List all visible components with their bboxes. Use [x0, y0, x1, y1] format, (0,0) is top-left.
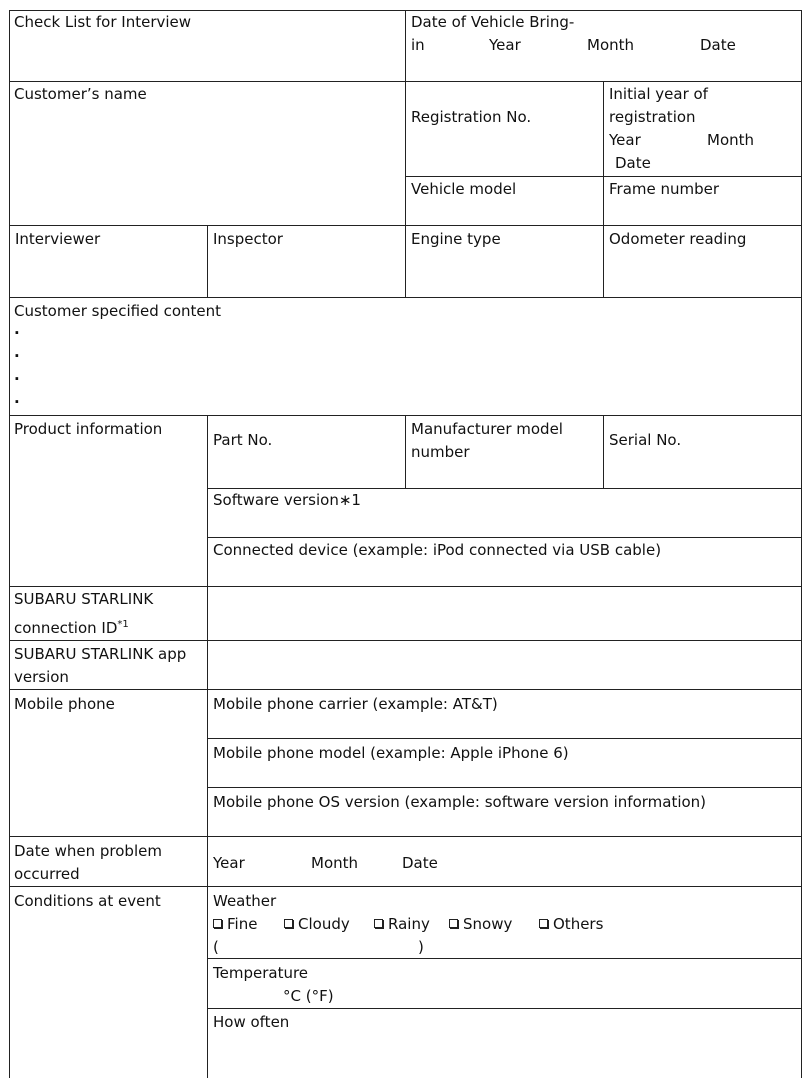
- problem-date-date: Date: [402, 854, 438, 872]
- date-bring-in-year: Year: [489, 36, 521, 54]
- starlink-app-line1: SUBARU STARLINK app: [14, 645, 187, 663]
- bullet: ·: [14, 370, 20, 388]
- weather-paren-close: ): [418, 938, 424, 956]
- connected-device-label: Connected device (example: iPod connected via USB cable): [213, 541, 662, 559]
- starlink-id-line1: SUBARU STARLINK: [14, 590, 154, 608]
- temperature-label: Temperature: [213, 964, 309, 982]
- problem-date-month: Month: [311, 854, 359, 872]
- weather-option-label: Snowy: [463, 915, 513, 933]
- date-bring-in-month: Month: [587, 36, 635, 54]
- weather-option-rainy[interactable]: [374, 913, 430, 936]
- weather-option-snowy[interactable]: [449, 913, 512, 936]
- frame-number-label: Frame number: [609, 180, 720, 198]
- part-no-label: Part No.: [213, 431, 273, 449]
- bullet: ·: [14, 393, 20, 411]
- grid-line: [9, 886, 802, 887]
- checkbox-icon[interactable]: [284, 919, 293, 928]
- conditions-label: Conditions at event: [14, 892, 161, 910]
- weather-option-cloudy[interactable]: [284, 913, 350, 936]
- grid-line: [207, 1008, 802, 1009]
- problem-date-line1: Date when problem: [14, 842, 162, 860]
- how-often-label: How often: [213, 1013, 290, 1031]
- checkbox-icon[interactable]: [449, 919, 458, 928]
- temperature-unit: °C (°F): [283, 987, 334, 1005]
- weather-option-others[interactable]: [539, 913, 603, 936]
- initial-year-year: Year: [609, 131, 641, 149]
- product-info-label: Product information: [14, 420, 163, 438]
- weather-option-fine[interactable]: [213, 913, 257, 936]
- form-title: Check List for Interview: [14, 13, 192, 31]
- bullet: ·: [14, 347, 20, 365]
- mobile-phone-label: Mobile phone: [14, 695, 115, 713]
- initial-year-line2: registration: [609, 108, 696, 126]
- grid-line: [603, 415, 604, 489]
- checkbox-icon[interactable]: [374, 919, 383, 928]
- problem-date-line2: occurred: [14, 865, 80, 883]
- checkbox-icon[interactable]: [539, 919, 548, 928]
- grid-line: [9, 689, 802, 690]
- grid-line: [405, 415, 406, 489]
- inspector-label: Inspector: [213, 230, 283, 248]
- starlink-id-line2: [14, 617, 129, 640]
- grid-line: [207, 415, 208, 1078]
- weather-option-label: Cloudy: [298, 915, 350, 933]
- odometer-reading-label: Odometer reading: [609, 230, 747, 248]
- manufacturer-model-line2: number: [411, 443, 470, 461]
- grid-line: [207, 738, 802, 739]
- problem-date-year: Year: [213, 854, 245, 872]
- grid-line: [9, 836, 802, 837]
- date-bring-in-date: Date: [700, 36, 736, 54]
- starlink-id-text: connection ID: [14, 619, 118, 637]
- initial-year-month: Month: [707, 131, 755, 149]
- manufacturer-model-line1: Manufacturer model: [411, 420, 563, 438]
- registration-no-label: Registration No.: [411, 108, 532, 126]
- starlink-app-line2: version: [14, 668, 69, 686]
- grid-line: [9, 640, 802, 641]
- interviewer-label: Interviewer: [15, 230, 101, 248]
- grid-line: [801, 10, 802, 1078]
- weather-option-label: Rainy: [388, 915, 430, 933]
- footnote-mark: *1: [117, 619, 129, 630]
- grid-line: [9, 10, 10, 1078]
- date-bring-in-label: Date of Vehicle Bring-: [411, 13, 575, 31]
- bullet: ·: [14, 324, 20, 342]
- mobile-carrier-label: Mobile phone carrier (example: AT&T): [213, 695, 498, 713]
- vehicle-model-label: Vehicle model: [411, 180, 517, 198]
- weather-option-label: Others: [553, 915, 604, 933]
- serial-no-label: Serial No.: [609, 431, 682, 449]
- weather-label: Weather: [213, 892, 277, 910]
- date-bring-in-label-cont: in: [411, 36, 425, 54]
- weather-option-label: Fine: [227, 915, 258, 933]
- grid-line: [207, 958, 802, 959]
- grid-line: [9, 586, 802, 587]
- software-version-label: Software version∗1: [213, 491, 361, 509]
- weather-paren-open: (: [213, 938, 219, 956]
- engine-type-label: Engine type: [411, 230, 501, 248]
- grid-line: [405, 10, 406, 298]
- mobile-os-label: Mobile phone OS version (example: software version information): [213, 793, 707, 811]
- customer-name-label: Customer’s name: [14, 85, 147, 103]
- customer-specified-label: Customer specified content: [14, 302, 222, 320]
- grid-line: [207, 537, 802, 538]
- grid-line: [207, 225, 208, 298]
- initial-year-line1: Initial year of: [609, 85, 708, 103]
- initial-year-date: Date: [615, 154, 651, 172]
- checkbox-icon[interactable]: [213, 919, 222, 928]
- mobile-model-label: Mobile phone model (example: Apple iPhone 6): [213, 744, 569, 762]
- grid-line: [207, 787, 802, 788]
- grid-line: [603, 81, 604, 298]
